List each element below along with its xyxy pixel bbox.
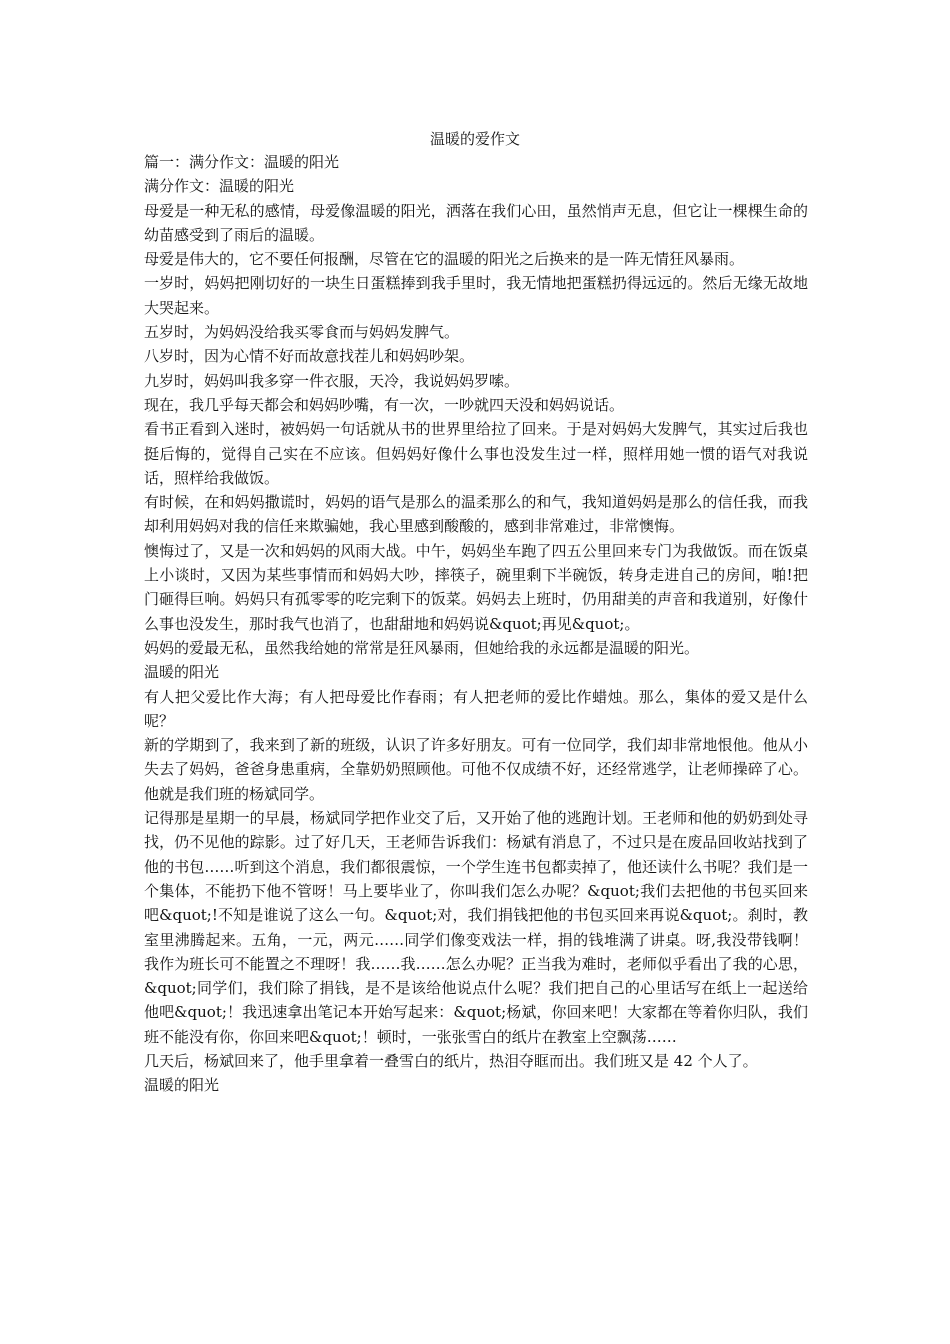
paragraph: 看书正看到入迷时，被妈妈一句话就从书的世界里给拉了回来。于是对妈妈大发脾气，其实过后我也挺后悔的，觉得自己实在不应该。但妈妈好像什么事也没发生过一样，照样用她一惯的语气对我说话，照样给我做饭。 (144, 420, 808, 487)
paragraph: 有时候，在和妈妈撒谎时，妈妈的语气是那么的温柔那么的和气，我知道妈妈是那么的信任我，而我却利用妈妈对我的信任来欺骗她，我心里感到酸酸的，感到非常难过，非常懊悔。 (144, 493, 808, 536)
paragraph: 五岁时，为妈妈没给我买零食而与妈妈发脾气。 (144, 323, 460, 342)
paragraph: 新的学期到了，我来到了新的班级，认识了许多好朋友。可有一位同学，我们却非常地恨他。他从小失去了妈妈，爸爸身患重病，全靠奶奶照顾他。可他不仅成绩不好，还经常逃学，让老师操碎了心。他就是我们班的杨斌同学。 (144, 736, 808, 803)
paragraph: 妈妈的爱最无私，虽然我给她的常常是狂风暴雨，但她给我的永远都是温暖的阳光。 (144, 638, 700, 657)
section-heading: 温暖的阳光 (144, 1076, 220, 1095)
paragraph: 母爱是伟大的，它不要任何报酬，尽管在它的温暖的阳光之后换来的是一阵无情狂风暴雨。 (144, 250, 745, 269)
section-heading: 温暖的阳光 (144, 663, 220, 682)
document-title: 温暖的爱作文 (429, 130, 520, 148)
paragraph: 篇一：满分作文：温暖的阳光 (144, 153, 340, 171)
paragraph: 母爱是一种无私的感情，母爱像温暖的阳光，洒落在我们心田，虽然悄声无息，但它让一棵棵生命的幼苗感受到了雨后的温暖。 (144, 201, 808, 244)
paragraph: 八岁时，因为心情不好而故意找茬儿和妈妈吵架。 (144, 347, 475, 366)
paragraph: 九岁时，妈妈叫我多穿一件衣服，天冷，我说妈妈罗嗦。 (144, 371, 520, 390)
paragraph: 现在，我几乎每天都会和妈妈吵嘴，有一次，一吵就四天没和妈妈说话。 (144, 395, 625, 414)
paragraph: 几天后，杨斌回来了，他手里拿着一叠雪白的纸片，热泪夺眶而出。我们班又是 42 个人了。 (144, 1051, 758, 1070)
paragraph: 懊悔过了，又是一次和妈妈的风雨大战。中午，妈妈坐车跑了四五公里回来专门为我做饭。而在饭桌上小谈时，又因为某些事情而和妈妈大吵，摔筷子，碗里剩下半碗饭，转身走进自己的房间，啪!把门砸得巨响。妈妈只有孤零零的吃完剩下的饭菜。妈妈去上班时，仍用甜美的声音和我道别，好像什么事也没发生，那时我气也消了，也甜甜地和妈妈说&quot;再见&quot;。 (144, 541, 808, 633)
paragraph: 满分作文：温暖的阳光 (144, 177, 295, 196)
paragraph: 记得那是星期一的早晨，杨斌同学把作业交了后，又开始了他的逃跑计划。王老师和他的奶奶到处寻找，仍不见他的踪影。过了好几天，王老师告诉我们：杨斌有消息了，不过只是在废品回收站找到了他的书包……听到这个消息，我们都很震惊，一个学生连书包都卖掉了，他还读什么书呢？我们是一个集体，不能扔下他不管呀！马上要毕业了，你叫我们怎么办呢？&quot;我们去把他的书包买回来吧&quot;!不知是谁说了这么一句。&quot;对，我们捐钱把他的书包买回来再说&quot;。刹时，教室里沸腾起来。五角，一元，两元……同学们像变戏法一样，捐的钱堆满了讲桌。呀,我没带钱啊！我作为班长可不能置之不理呀！我……我……怎么办呢？正当我为难时，老师似乎看出了我的心思，&quot;同学们，我们除了捐钱，是不是该给他说点什么呢？我们把自己的心里话写在纸上一起送给他吧&quot;！我迅速拿出笔记本开始写起来：&quot;杨斌，你回来吧！大家都在等着你归队，我们班不能没有你，你回来吧&quot;！顿时，一张张雪白的纸片在教室上空飘荡…… (144, 809, 808, 1046)
paragraph: 有人把父爱比作大海；有人把母爱比作春雨；有人把老师的爱比作蜡烛。那么，集体的爱又是什么呢？ (144, 687, 808, 730)
paragraph: 一岁时，妈妈把刚切好的一块生日蛋糕捧到我手里时，我无情地把蛋糕扔得远远的。然后无缘无故地大哭起来。 (144, 274, 808, 317)
document-body (144, 150, 808, 1098)
